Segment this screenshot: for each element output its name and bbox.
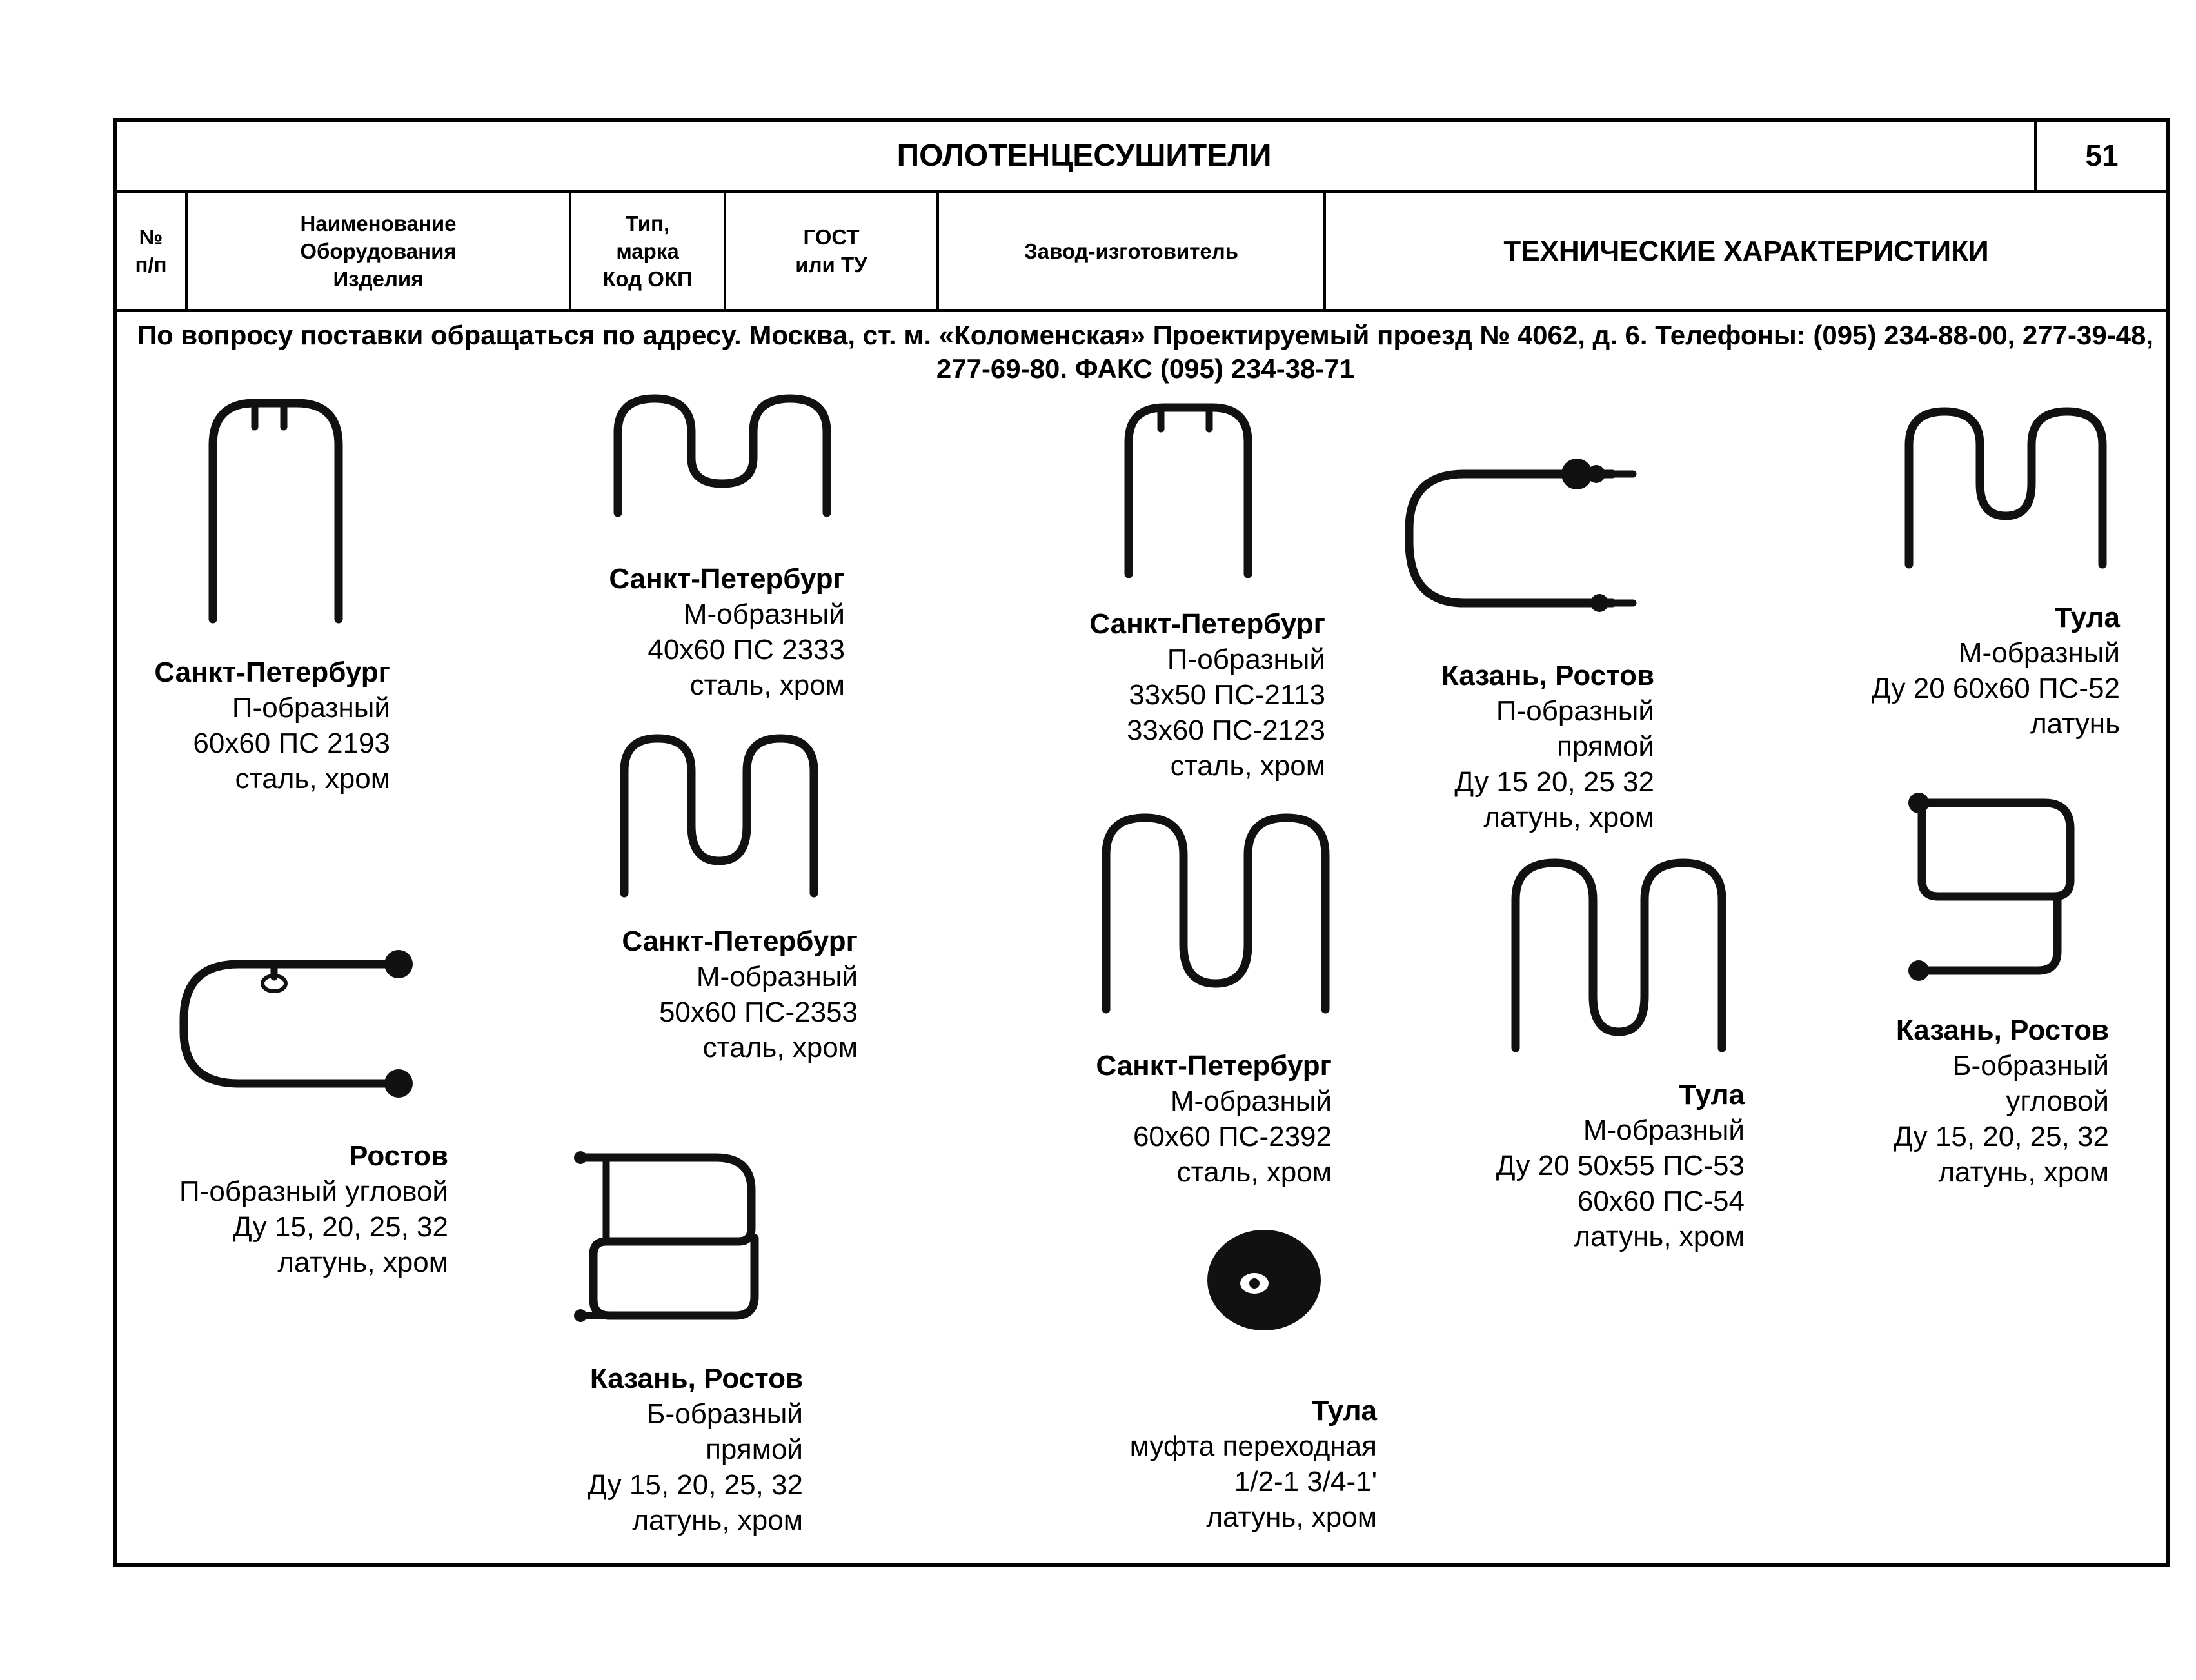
p-shaped-angled-dryer-icon [168, 942, 426, 1109]
item-material: латунь, хром [632, 1505, 803, 1536]
item-sizes: Ду 15, 20, 25, 32 [232, 1211, 448, 1243]
item-manufacturer: Санкт-Петербург [1089, 608, 1325, 640]
item-type: М-образный [1583, 1114, 1745, 1146]
item-model: 33х60 ПС-2123 [1126, 715, 1325, 746]
item-manufacturer: Санкт-Петербург [1096, 1050, 1332, 1082]
item-model: Ду 20 60х60 ПС-52 [1871, 673, 2120, 704]
item-model: 33х50 ПС-2113 [1129, 679, 1325, 711]
item-manufacturer: Казань, Ростов [589, 1363, 803, 1394]
m-shaped-dryer-icon [613, 729, 826, 903]
item-material: сталь, хром [689, 669, 845, 701]
item-material: латунь, хром [1483, 802, 1654, 833]
column-header-type: Тип, марка Код ОКП [571, 193, 726, 309]
item-material: сталь, хром [1170, 750, 1325, 782]
m-shaped-dryer-icon [606, 387, 845, 522]
b-shaped-dryer-icon [568, 1141, 774, 1329]
product-item [1894, 1013, 2109, 1190]
item-material: латунь, хром [277, 1247, 448, 1278]
item-model: 40х60 ПС 2333 [648, 634, 845, 666]
item-material: латунь, хром [1574, 1221, 1745, 1252]
item-material: сталь, хром [235, 763, 390, 795]
p-shaped-dryer-icon [193, 387, 361, 626]
adapter-coupling-icon [1200, 1219, 1329, 1341]
item-variant: прямой [1557, 731, 1654, 762]
item-type: П-образный угловой [179, 1176, 448, 1207]
item-sizes: Ду 15, 20, 25, 32 [587, 1469, 803, 1501]
item-manufacturer: Санкт-Петербург [154, 657, 390, 688]
product-item [1872, 600, 2120, 742]
item-variant: прямой [706, 1434, 803, 1465]
item-sizes: Ду 15, 20, 25, 32 [1893, 1121, 2109, 1152]
item-model: 60х60 ПС 2193 [193, 727, 390, 759]
item-material: латунь, хром [1938, 1156, 2109, 1188]
product-item [609, 561, 845, 703]
page-number: 51 [2034, 122, 2166, 190]
column-header-manufacturer: Завод-изготовитель [939, 193, 1326, 309]
column-header-number: № п/п [117, 193, 188, 309]
item-type: П-образный [1496, 695, 1654, 727]
item-manufacturer: Тула [1679, 1079, 1745, 1111]
item-manufacturer: Санкт-Петербург [609, 563, 845, 595]
m-shaped-dryer-icon [1896, 400, 2115, 574]
item-type: П-образный [1167, 644, 1325, 675]
b-shaped-dryer-icon [1903, 784, 2090, 990]
item-sizes: 1/2-1 3/4-1' [1234, 1466, 1377, 1497]
product-item [588, 1361, 803, 1538]
item-type: М-образный [696, 961, 858, 993]
item-material: латунь [2030, 708, 2120, 740]
item-type: Б-образный [646, 1398, 803, 1430]
item-model: 50х60 ПС-2353 [658, 996, 858, 1028]
item-manufacturer: Казань, Ростов [1441, 660, 1654, 691]
supply-notice: По вопросу поставки обращаться по адресу. Москва, ст. м. «Коломенская» Проектируемый проезд № 4062, д. 6. Телефоны: (095) 234-88-00, 277-39-48, 277-69-80. ФАКС (095) 234-38-71 [137, 320, 2154, 384]
column-header-specs: ТЕХНИЧЕСКИЕ ХАРАКТЕРИСТИКИ [1503, 235, 1989, 267]
p-shaped-dryer-icon [1116, 393, 1264, 580]
item-manufacturer: Тула [1311, 1395, 1377, 1427]
m-shaped-dryer-icon [1503, 851, 1735, 1058]
item-type: П-образный [232, 692, 390, 724]
item-variant: угловой [2006, 1085, 2109, 1117]
table-header-row [117, 193, 2166, 312]
item-manufacturer: Казань, Ростов [1895, 1014, 2109, 1046]
product-item [1441, 658, 1654, 835]
item-type: муфта переходная [1129, 1430, 1377, 1462]
m-shaped-dryer-icon [1093, 806, 1338, 1019]
product-item [1496, 1077, 1745, 1254]
item-manufacturer: Санкт-Петербург [622, 925, 858, 957]
item-type: М-образный [1958, 637, 2120, 669]
item-model: 60х60 ПС-2392 [1133, 1121, 1332, 1152]
item-material: сталь, хром [1176, 1156, 1332, 1188]
product-item [179, 1138, 448, 1280]
item-type: Б-образный [1952, 1050, 2109, 1082]
item-model: 60х60 ПС-54 [1577, 1185, 1745, 1217]
product-item [622, 924, 858, 1065]
product-item [1089, 606, 1325, 784]
item-type: М-образный [683, 598, 845, 630]
item-manufacturer: Тула [2054, 602, 2120, 633]
item-sizes: Ду 15 20, 25 32 [1454, 766, 1654, 798]
column-header-name: Наименование Оборудования Изделия [188, 193, 571, 309]
page-title: ПОЛОТЕНЦЕСУШИТЕЛИ [896, 139, 1272, 173]
item-material: латунь, хром [1206, 1501, 1377, 1533]
item-manufacturer: Ростов [349, 1140, 448, 1172]
item-type: М-образный [1170, 1085, 1332, 1117]
product-item [1096, 1048, 1332, 1190]
product-item [154, 655, 390, 796]
item-model: Ду 20 50х55 ПС-53 [1496, 1150, 1745, 1181]
column-header-gost: ГОСТ или ТУ [726, 193, 939, 309]
p-shaped-straight-dryer-icon [1393, 445, 1638, 626]
item-material: сталь, хром [702, 1032, 858, 1063]
title-row [117, 122, 2166, 193]
product-item [1130, 1393, 1377, 1535]
